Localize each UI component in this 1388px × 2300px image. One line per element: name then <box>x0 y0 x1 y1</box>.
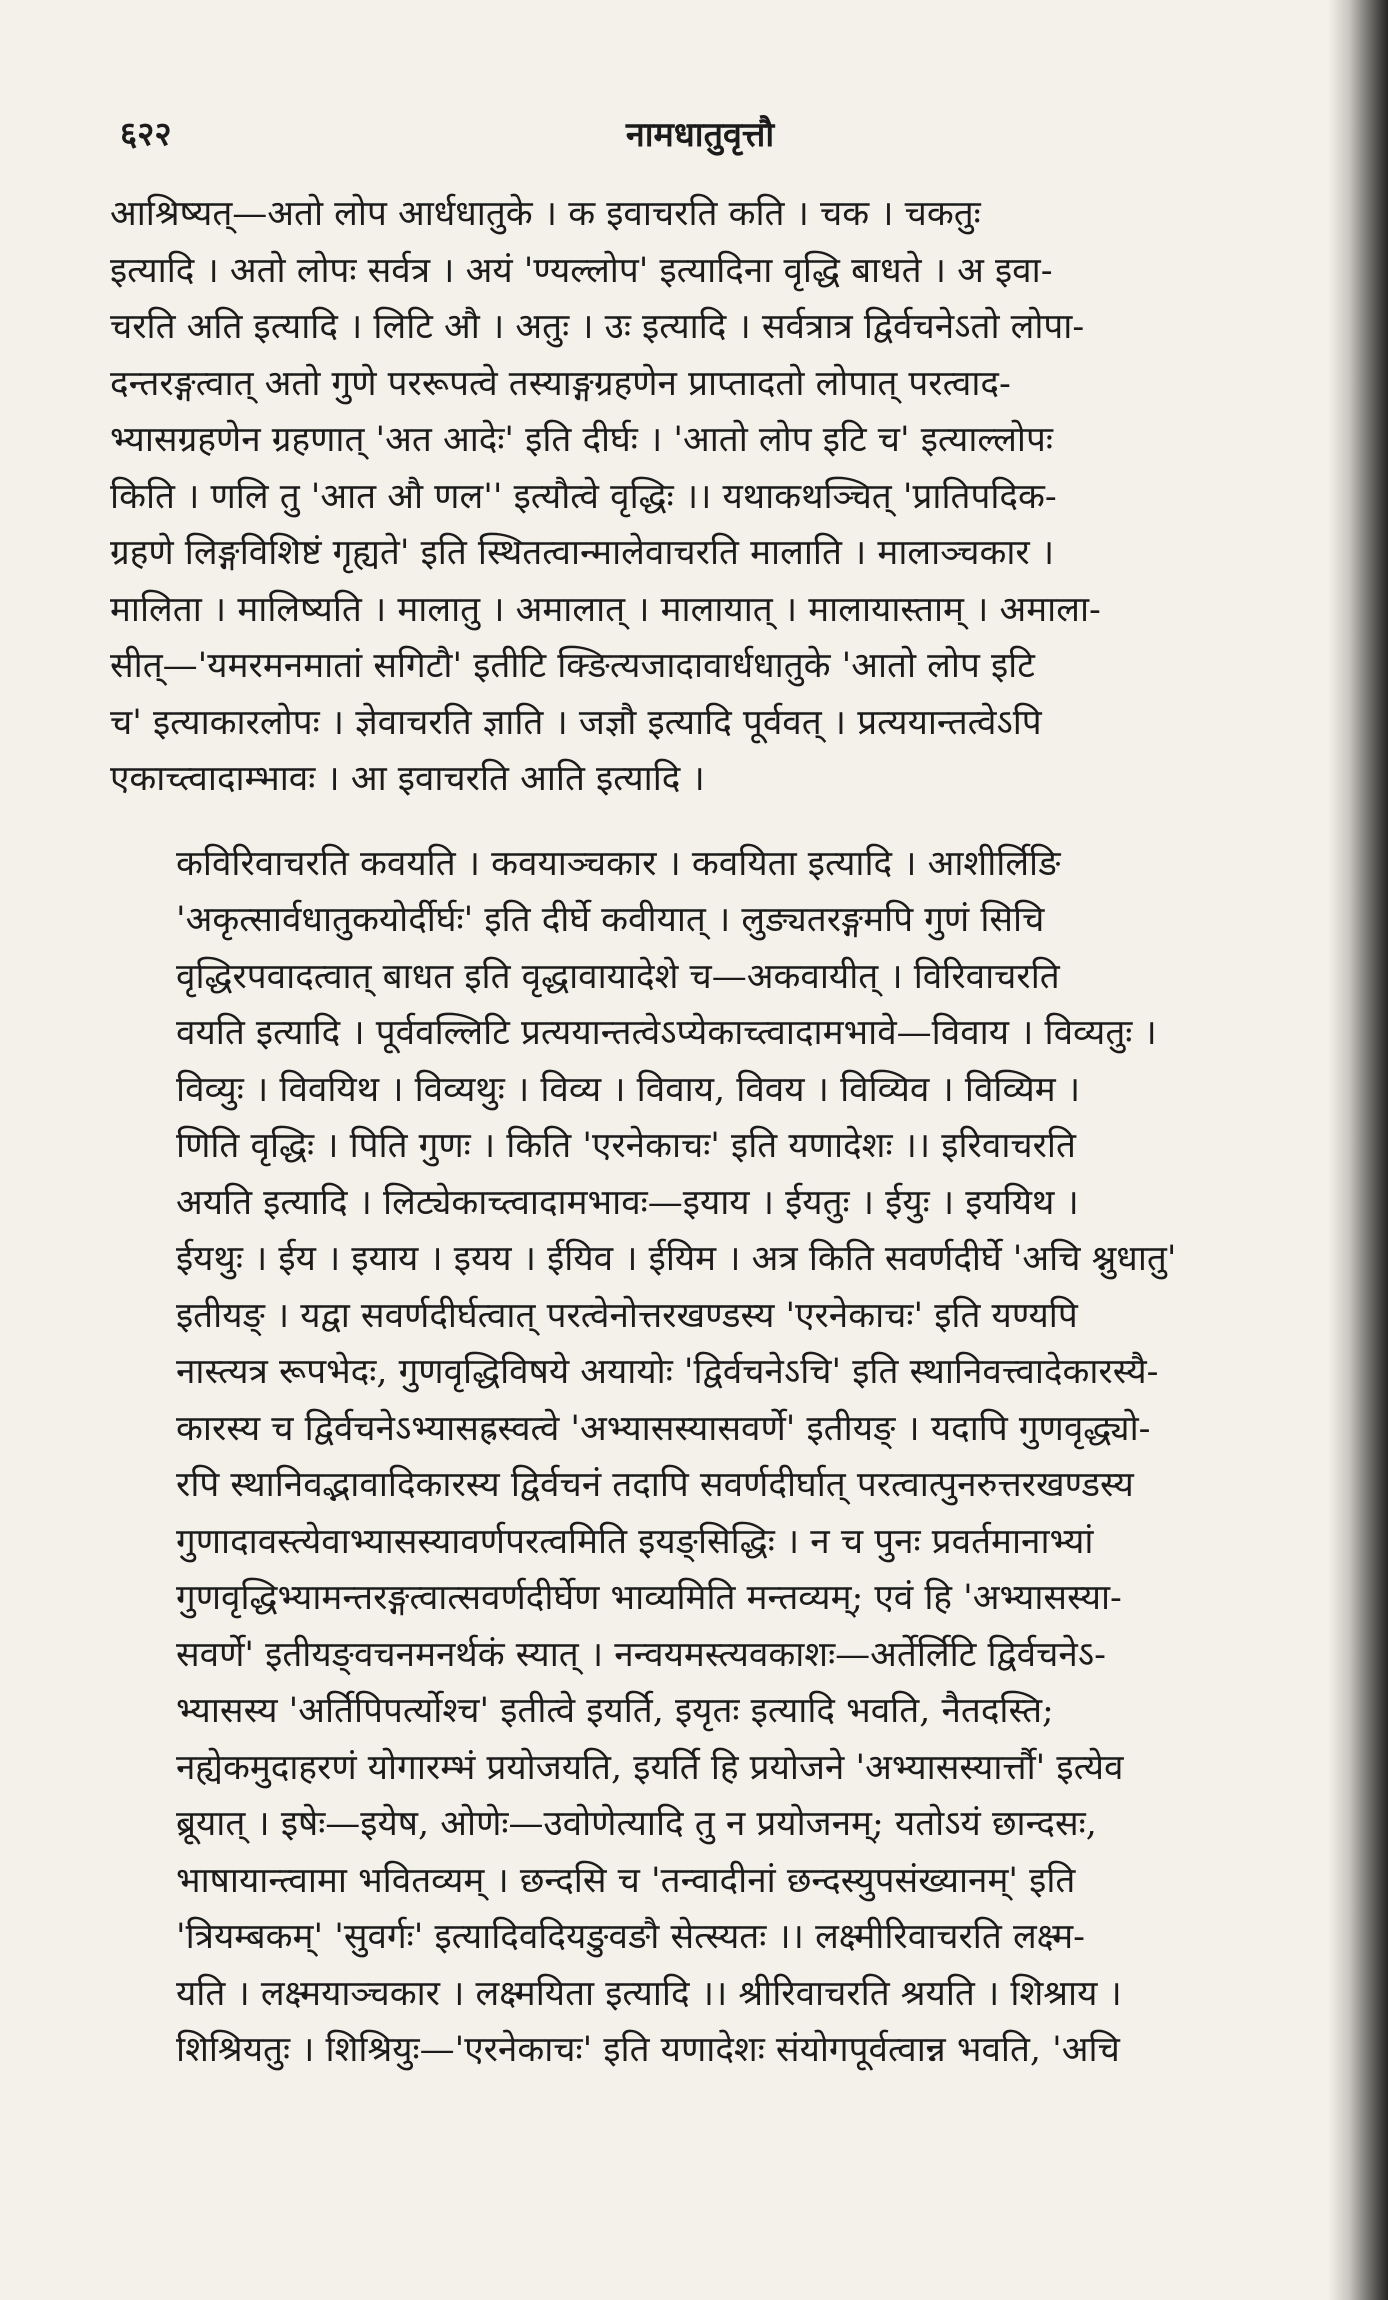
text-line: ब्रूयात् । इषेः—इयेष, ओणेः—उवोणेत्यादि तु न प्रयोजनम्; यतोऽयं छान्दसः, <box>176 1804 1097 1844</box>
text-line: णिति वृद्धिः । पिति गुणः । किति 'एरनेकाचः' इति यणादेशः ।। इरिवाचरति <box>176 1126 1076 1166</box>
text-line: दन्तरङ्गत्वात् अतो गुणे पररूपत्वे तस्याङ्गग्रहणेन प्राप्तादतो लोपात् परत्वाद- <box>110 363 1011 404</box>
paragraph-2 <box>110 836 1280 2079</box>
text-line: भ्यासस्य 'अर्तिपिपर्त्योश्च' इतीत्वे इयर्ति, इयृतः इत्यादि भवति, नैतदस्ति; <box>176 1691 1054 1731</box>
text-line: इतीयङ् । यद्वा सवर्णदीर्घत्वात् परत्वेनोत्तरखण्डस्य 'एरनेकाचः' इति यण्यपि <box>176 1295 1078 1336</box>
text-line: विव्युः । विवयिथ । विव्यथुः । विव्य । विवाय, विवय । विव्यिव । विव्यिम । <box>176 1069 1081 1110</box>
text-line: वृद्धिरपवादत्वात् बाधत इति वृद्धावायादेशे च—अकवायीत् । विरिवाचरति <box>176 956 1060 997</box>
text-line: नह्येकमुदाहरणं योगारम्भं प्रयोजयति, इयर्ति हि प्रयोजने 'अभ्यासस्यार्त्तौ' इत्येव <box>176 1747 1124 1788</box>
text-line: ग्रहणे लिङ्गविशिष्टं गृह्यते' इति स्थितत्वान्मालेवाचरति मालाति । मालाञ्चकार । <box>110 533 1055 573</box>
text-line: शिश्रियतुः । शिश्रियुः—'एरनेकाचः' इति यणादेशः संयोगपूर्वत्वान्न भवति, 'अचि <box>176 2030 1120 2070</box>
text-line: आश्रिष्यत्—अतो लोप आर्धधातुके । क इवाचरति कति । चक । चकतुः <box>110 194 981 234</box>
text-line: किति । णलि तु 'आत औ णल'' इत्यौत्वे वृद्धिः ।। यथाकथञ्चित् 'प्रातिपदिक- <box>110 476 1057 517</box>
text-line: मालिता । मालिष्यति । मालातु । अमालात् । मालायात् । मालायास्ताम् । अमाला- <box>110 589 1101 630</box>
page-number: ६२२ <box>120 114 172 153</box>
text-line: सीत्—'यमरमनमातां सगिटौ' इतीटि क्ङित्यजादावार्धधातुके 'आतो लोप इटि <box>110 646 1035 686</box>
text-line: वयति इत्यादि । पूर्ववल्लिटि प्रत्ययान्तत्वेऽप्येकाच्त्वादामभावे—विवाय । विव्यतुः । <box>176 1013 1157 1053</box>
running-header <box>120 110 1280 160</box>
text-line: गुणवृद्धिभ्यामन्तरङ्गत्वात्सवर्णदीर्घेण भाव्यमिति मन्तव्यम्; एवं हि 'अभ्यासस्या- <box>176 1578 1122 1618</box>
text-line: 'त्रियम्बकम्' 'सुवर्गः' इत्यादिवदियङुवङौ सेत्स्यतः ।। लक्ष्मीरिवाचरति लक्ष्म- <box>176 1917 1086 1957</box>
text-line: सवर्णे' इतीयङ्वचनमनर्थकं स्यात् । नन्वयमस्त्यवकाशः—अर्तेर्लिटि द्विर्वचनेऽ- <box>176 1634 1106 1675</box>
book-spine-shadow <box>1328 0 1388 2300</box>
running-title: नामधातुवृत्तौ <box>625 115 775 155</box>
text-line: नास्त्यत्र रूपभेदः, गुणवृद्धिविषये अयायोः 'द्विर्वचनेऽचि' इति स्थानिवत्त्वादेकारस्यै- <box>176 1352 1159 1392</box>
text-line: कविरिवाचरति कवयति । कवयाञ्चकार । कवयिता इत्यादि । आशीर्लिङि <box>176 843 1061 884</box>
text-line: कारस्य च द्विर्वचनेऽभ्यासह्रस्वत्वे 'अभ्यासस्यासवर्णे' इतीयङ् । यदापि गुणवृद्ध्यो- <box>176 1408 1151 1449</box>
text-line: अयति इत्यादि । लिट्येकाच्त्वादामभावः—इयाय । ईयतुः । ईयुः । इययिथ । <box>176 1182 1079 1223</box>
text-line: 'अकृत्सार्वधातुकयोर्दीर्घः' इति दीर्घे कवीयात् । लुङ्यतरङ्गमपि गुणं सिचि <box>176 900 1045 940</box>
text-line: ईयथुः । ईय । इयाय । इयय । ईयिव । ईयिम । अत्र किति सवर्णदीर्घे 'अचि श्नुधातु' <box>176 1239 1177 1279</box>
text-line: भ्यासग्रहणेन ग्रहणात् 'अत आदेः' इति दीर्घः । 'आतो लोप इटि च' इत्याल्लोपः <box>110 420 1053 460</box>
text-line: च' इत्याकारलोपः । ज्ञेवाचरति ज्ञाति । जज्ञौ इत्यादि पूर्ववत् । प्रत्ययान्तत्वेऽपि <box>110 702 1042 743</box>
text-line: यति । लक्ष्मयाञ्चकार । लक्ष्मयिता इत्यादि ।। श्रीरिवाचरति श्रयति । शिश्राय । <box>176 1973 1122 2014</box>
text-line: गुणादावस्त्येवाभ्यासस्यावर्णपरत्वमिति इयङ्सिद्धिः । न च पुनः प्रवर्तमानाभ्यां <box>176 1521 1094 1562</box>
text-line: चरति अति इत्यादि । लिटि औ । अतुः । उः इत्यादि । सर्वत्रात्र द्विर्वचनेऽतो लोपा- <box>110 307 1085 347</box>
text-line: भाषायान्त्वामा भवितव्यम् । छन्दसि च 'तन्वादीनां छन्दस्युपसंख्यानम्' इति <box>176 1860 1076 1901</box>
text-line: इत्यादि । अतो लोपः सर्वत्र । अयं 'ण्यल्लोप' इत्यादिना वृद्धि बाधते । अ इवा- <box>110 250 1053 291</box>
page-body <box>110 186 1280 2079</box>
text-line: एकाच्त्वादाम्भावः । आ इवाचरति आति इत्यादि । <box>110 759 705 799</box>
paragraph-1 <box>110 186 1280 808</box>
text-line: रपि स्थानिवद्भावादिकारस्य द्विर्वचनं तदापि सवर्णदीर्घात् परत्वात्पुनरुत्तरखण्डस्य <box>176 1465 1134 1505</box>
